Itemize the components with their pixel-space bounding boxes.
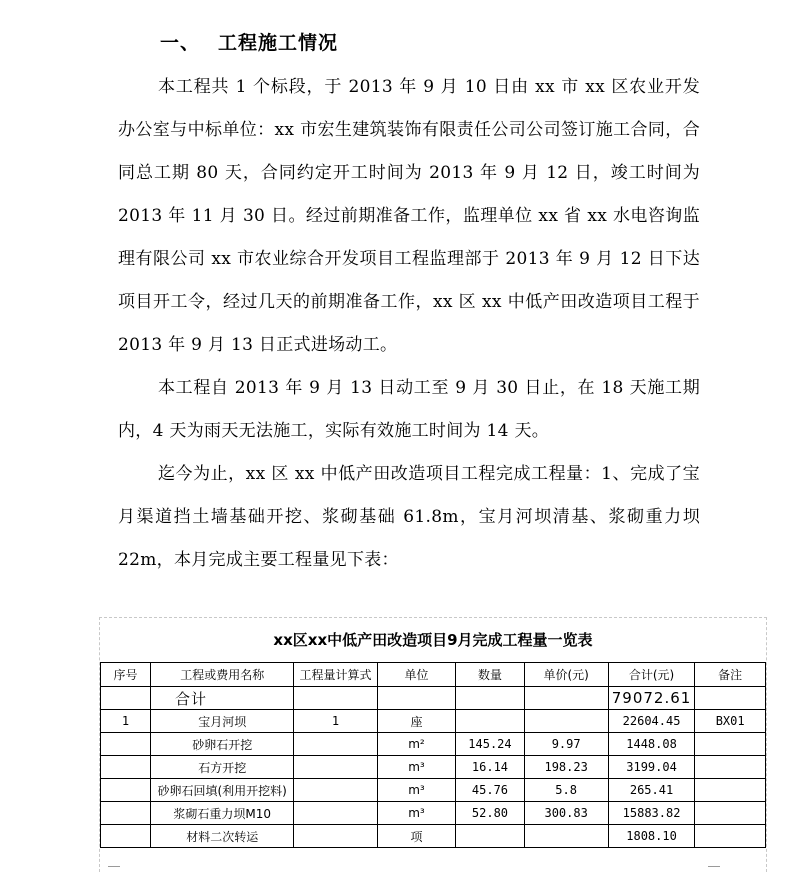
quantity-table-container bbox=[99, 617, 767, 872]
page-corner-mark bbox=[108, 866, 120, 872]
table-total-row bbox=[101, 687, 766, 710]
table-row bbox=[101, 825, 766, 848]
row-qty: 52.80 bbox=[456, 802, 524, 825]
table-header-row bbox=[101, 663, 766, 687]
section-heading bbox=[160, 28, 338, 55]
row-name: 砂卵石开挖 bbox=[150, 733, 293, 756]
table-title: xx区xx中低产田改造项目9月完成工程量一览表 bbox=[273, 631, 593, 649]
table-row bbox=[101, 733, 766, 756]
row-name: 宝月河坝 bbox=[150, 710, 293, 733]
row-amount: 15883.82 bbox=[608, 802, 695, 825]
row-unit: m³ bbox=[377, 779, 456, 802]
header-cell: 单价(元) bbox=[524, 663, 608, 687]
header-cell: 合计(元) bbox=[608, 663, 695, 687]
row-name: 砂卵石回填(利用开挖料) bbox=[150, 779, 293, 802]
table-row bbox=[101, 802, 766, 825]
row-qty: 145.24 bbox=[456, 733, 524, 756]
row-note bbox=[695, 825, 766, 848]
row-qty: 45.76 bbox=[456, 779, 524, 802]
row-amount: 3199.04 bbox=[608, 756, 695, 779]
section-number: 一、 bbox=[160, 32, 201, 54]
row-qty bbox=[456, 710, 524, 733]
row-formula bbox=[294, 756, 377, 779]
row-note: BX01 bbox=[695, 710, 766, 733]
table-row bbox=[101, 779, 766, 802]
row-price bbox=[524, 825, 608, 848]
header-cell: 工程量计算式 bbox=[294, 663, 377, 687]
header-cell: 序号 bbox=[101, 663, 151, 687]
header-cell: 单位 bbox=[377, 663, 456, 687]
row-amount: 1448.08 bbox=[608, 733, 695, 756]
row-unit: 座 bbox=[377, 710, 456, 733]
section-title: 工程施工情况 bbox=[218, 32, 339, 54]
header-cell: 数量 bbox=[456, 663, 524, 687]
header-cell: 备注 bbox=[695, 663, 766, 687]
row-amount: 1808.10 bbox=[608, 825, 695, 848]
row-qty: 16.14 bbox=[456, 756, 524, 779]
row-qty bbox=[456, 825, 524, 848]
row-formula bbox=[294, 733, 377, 756]
row-name: 石方开挖 bbox=[150, 756, 293, 779]
row-amount: 22604.45 bbox=[608, 710, 695, 733]
paragraph-progress: 迄今为止，xx 区 xx 中低产田改造项目工程完成工程量：1、完成了宝月渠道挡土墙基础开挖、浆砌基础 61.8m，宝月河坝清基、浆砌重力坝 22m，本月完成主要工程量见下表： bbox=[118, 464, 700, 570]
table-row bbox=[101, 710, 766, 733]
row-unit: 项 bbox=[377, 825, 456, 848]
header-cell: 工程或费用名称 bbox=[150, 663, 293, 687]
row-formula bbox=[294, 802, 377, 825]
total-label: 合计 bbox=[150, 687, 293, 710]
row-amount: 265.41 bbox=[608, 779, 695, 802]
total-amount: 79072.61 bbox=[608, 687, 695, 710]
quantity-table bbox=[100, 662, 766, 848]
row-formula bbox=[294, 779, 377, 802]
row-name: 浆砌石重力坝M10 bbox=[150, 802, 293, 825]
row-price: 9.97 bbox=[524, 733, 608, 756]
table-row bbox=[101, 756, 766, 779]
row-no bbox=[101, 825, 151, 848]
row-note bbox=[695, 802, 766, 825]
row-formula: 1 bbox=[294, 710, 377, 733]
row-unit: m² bbox=[377, 733, 456, 756]
row-no bbox=[101, 802, 151, 825]
row-no bbox=[101, 756, 151, 779]
row-unit: m³ bbox=[377, 756, 456, 779]
row-note bbox=[695, 756, 766, 779]
row-no bbox=[101, 733, 151, 756]
paragraph-contract: 本工程共 1 个标段，于 2013 年 9 月 10 日由 xx 市 xx 区农业开发办公室与中标单位：xx 市宏生建筑装饰有限责任公司公司签订施工合同，合同总工期 80 天，合同约定开工时间为 2013 年 9 月 12 日，竣工时间为 2013 年 11 月 30 日。经过前期准备工作，监理单位 xx 省 xx 水电咨询监理有限公司 xx 市农业综合开发项目工程监理部于 2013 年 9 月 12 日下达项目开工令，经过几天的前期准备工作，xx 区 xx 中低产田改造项目工程于 2013 年 9 月 13 日正式进场动工。 bbox=[118, 77, 700, 355]
row-note bbox=[695, 733, 766, 756]
row-no: 1 bbox=[101, 710, 151, 733]
row-name: 材料二次转运 bbox=[150, 825, 293, 848]
row-note bbox=[695, 779, 766, 802]
row-price bbox=[524, 710, 608, 733]
page-corner-mark bbox=[708, 866, 720, 872]
row-unit: m³ bbox=[377, 802, 456, 825]
row-no bbox=[101, 779, 151, 802]
row-price: 300.83 bbox=[524, 802, 608, 825]
row-formula bbox=[294, 825, 377, 848]
row-price: 198.23 bbox=[524, 756, 608, 779]
row-price: 5.8 bbox=[524, 779, 608, 802]
paragraph-schedule: 本工程自 2013 年 9 月 13 日动工至 9 月 30 日止，在 18 天施工期内，4 天为雨天无法施工，实际有效施工时间为 14 天。 bbox=[118, 378, 700, 441]
